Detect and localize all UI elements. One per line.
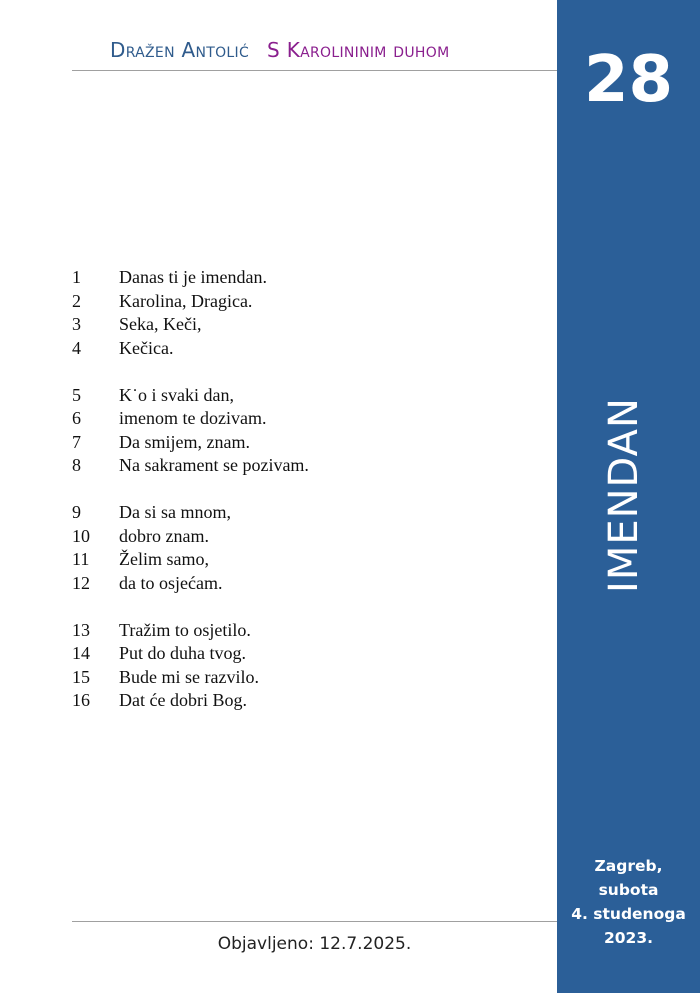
line-number: 10 <box>72 525 90 546</box>
stanza <box>72 384 309 478</box>
line-text: Da si sa mnom, <box>119 502 231 522</box>
line-text: imenom te dozivam. <box>119 408 267 428</box>
poem-line <box>72 407 309 431</box>
footer-divider <box>72 921 557 922</box>
stanza <box>72 501 309 595</box>
sidebar <box>557 0 700 993</box>
line-number: 7 <box>72 431 81 452</box>
poem-line <box>72 642 309 666</box>
line-text: da to osjećam. <box>119 572 223 593</box>
poem-line <box>72 454 309 478</box>
line-number: 3 <box>72 314 81 334</box>
place-date-line: Zagreb, <box>594 857 663 875</box>
line-number: 4 <box>72 337 81 358</box>
line-number: 16 <box>72 690 90 710</box>
poem-line <box>72 290 309 314</box>
poem-line <box>72 313 309 337</box>
stanza <box>72 619 309 713</box>
poem-line <box>72 337 309 361</box>
line-number: 2 <box>72 290 81 311</box>
line-number: 14 <box>72 643 90 663</box>
line-text: Bude mi se razvilo. <box>119 666 259 687</box>
poem-line <box>72 266 309 290</box>
line-text: dobro znam. <box>119 525 209 546</box>
line-number: 5 <box>72 384 81 405</box>
line-number: 12 <box>72 572 90 593</box>
poem-line <box>72 572 309 596</box>
line-text: Karolina, Dragica. <box>119 290 253 311</box>
poem-title: IMENDAN <box>601 397 647 593</box>
line-number: 15 <box>72 666 90 687</box>
line-number: 8 <box>72 455 81 475</box>
poem-number: 28 <box>583 43 674 117</box>
line-number: 1 <box>72 267 81 287</box>
place-date-line: 2023. <box>603 929 654 947</box>
poem-line <box>72 431 309 455</box>
stanza <box>72 266 309 360</box>
line-text: Tražim to osjetilo. <box>119 619 251 640</box>
line-number: 11 <box>72 549 90 569</box>
line-number: 9 <box>72 502 81 522</box>
poem-line <box>72 689 309 713</box>
poem-line <box>72 501 309 525</box>
line-text: Danas ti je imendan. <box>119 267 267 287</box>
poem-title-container <box>592 397 656 593</box>
poem-body <box>72 266 309 736</box>
line-text: Želim samo, <box>119 549 209 569</box>
poem-line <box>72 619 309 643</box>
place-date-line: 4. studenoga <box>571 905 686 923</box>
place-date <box>557 854 700 950</box>
line-text: Na sakrament se pozivam. <box>119 455 309 475</box>
line-number: 6 <box>72 408 81 428</box>
line-text: Dat će dobri Bog. <box>119 690 247 710</box>
line-text: Kečica. <box>119 337 174 358</box>
book-title: S Karolininim duhom <box>267 38 450 62</box>
poem-line <box>72 666 309 690</box>
line-text: Seka, Keči, <box>119 314 202 334</box>
line-number: 13 <box>72 619 90 640</box>
line-text: Da smijem, znam. <box>119 431 250 452</box>
place-date-line: subota <box>598 881 659 899</box>
line-text: Put do duha tvog. <box>119 643 247 663</box>
poem-line <box>72 525 309 549</box>
page-header <box>110 38 449 62</box>
publication-date: Objavljeno: 12.7.2025. <box>217 934 412 954</box>
poem-line <box>72 548 309 572</box>
poem-line <box>72 384 309 408</box>
author-name: Dražen Antolić <box>110 38 250 62</box>
line-text: K˙o i svaki dan, <box>119 384 234 405</box>
header-divider <box>72 70 557 71</box>
